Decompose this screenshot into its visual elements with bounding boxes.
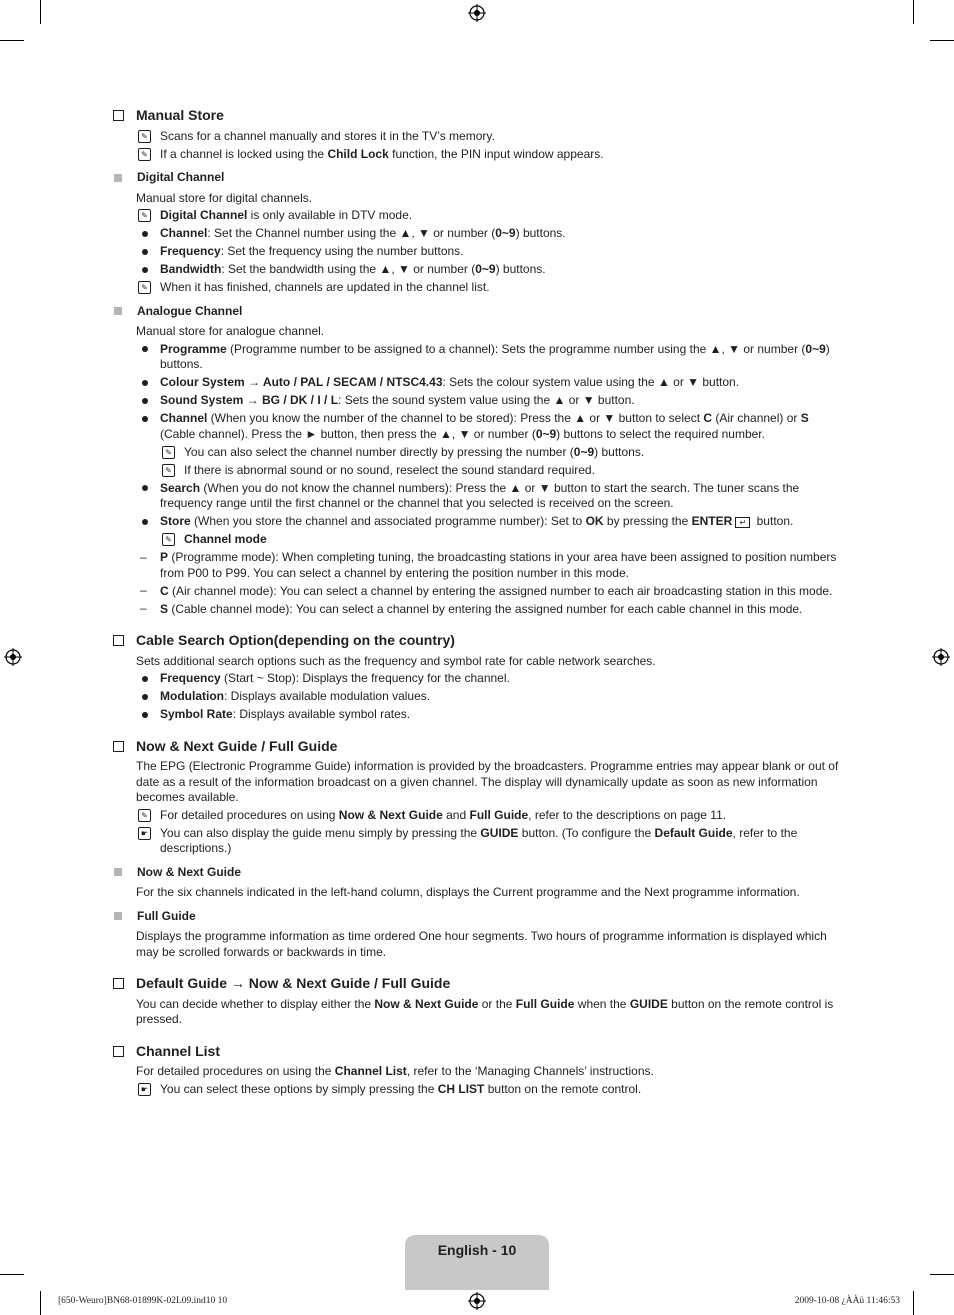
bullet-text: Colour System → Auto / PAL / SECAM / NTSC4.43: Sets the colour system value using the ▲ or ▼ button.: [160, 375, 740, 389]
crop-mark: [913, 1291, 914, 1315]
square-bullet-icon: [114, 912, 122, 920]
bullet-dot-icon: [142, 519, 148, 525]
note-text: Digital Channel is only available in DTV mode.: [160, 208, 413, 222]
bullet-item: [112, 411, 847, 442]
enter-icon: ↵: [735, 517, 750, 528]
tip-icon: ☛: [138, 827, 151, 840]
bullet-dot-icon: [142, 712, 148, 718]
bullet-item: [112, 393, 847, 409]
note-item: [112, 208, 847, 224]
bullet-item: [112, 226, 847, 242]
note-icon: ✎: [162, 464, 175, 477]
bullet-text: Channel: Set the Channel number using the ▲, ▼ or number (0~9) buttons.: [160, 226, 566, 240]
section-title: Default Guide → Now & Next Guide / Full Guide: [136, 975, 451, 991]
square-bullet-icon: [114, 868, 122, 876]
registration-mark-icon: [468, 4, 486, 22]
section-heading-manual-store: [112, 108, 847, 124]
section-heading-cable-search: [112, 633, 847, 649]
bullet-text: Bandwidth: Set the bandwidth using the ▲, ▼ or number (0~9) buttons.: [160, 262, 546, 276]
paragraph: Manual store for analogue channel.: [136, 324, 325, 338]
note-icon: ✎: [162, 446, 175, 459]
checkbox-bullet-icon: [113, 1046, 124, 1057]
note-item: [112, 147, 847, 163]
bullet-item: [112, 244, 847, 260]
bullet-item: [112, 707, 847, 723]
note-icon: ✎: [138, 130, 151, 143]
bullet-text: Modulation: Displays available modulation values.: [160, 689, 431, 703]
section-title: Cable Search Option: [136, 632, 274, 648]
dash-item: [112, 550, 847, 581]
bullet-text: Sound System → BG / DK / I / L: Sets the sound system value using the ▲ or ▼ button.: [160, 393, 635, 407]
paragraph: You can decide whether to display either the Now & Next Guide or the Full Guide when the GUIDE button on the remote control is pressed.: [136, 996, 834, 1026]
subheading-title: Full Guide: [137, 908, 196, 923]
bullet-text: Frequency: Set the frequency using the number buttons.: [160, 244, 464, 258]
note-item: [112, 532, 847, 548]
registration-mark-icon: [468, 1292, 486, 1310]
section-title: Channel List: [136, 1042, 221, 1059]
bullet-item: [112, 481, 847, 512]
note-item: [112, 808, 847, 824]
bullet-dot-icon: [142, 231, 148, 237]
print-slug-left: [650-Weuro]BN68-01899K-02L09.ind10 10: [58, 1296, 228, 1306]
note-item: [112, 280, 847, 296]
note-text: Scans for a channel manually and stores it in the TV’s memory.: [160, 128, 495, 143]
print-slug-right: 2009-10-08 ¿ÀÀü 11:46:53: [794, 1296, 900, 1306]
paragraph: Displays the programme information as time ordered One hour segments. Two hours of programme information is displayed which may be scrolled forwards or backwards in time.: [136, 929, 827, 959]
bullet-text: Channel (When you know the number of the channel to be stored): Press the ▲ or ▼ button to select C (Air channel) or S (Cable channel). Press the ► button, then press the ▲, ▼ or number (0~9) buttons to select the required number.: [160, 411, 809, 441]
subheading-digital-channel: [112, 170, 847, 186]
paragraph: Sets additional search options such as the frequency and symbol rate for cable network searches.: [136, 653, 656, 668]
note-icon: ✎: [138, 809, 151, 822]
bullet-dot-icon: [142, 249, 148, 255]
note-text: If there is abnormal sound or no sound, reselect the sound standard required.: [184, 462, 595, 477]
crop-mark: [930, 1274, 954, 1275]
subheading-full-guide: [112, 909, 847, 925]
note-text: For detailed procedures on using Now & Next Guide and Full Guide, refer to the descriptions on page 11.: [160, 807, 727, 822]
square-bullet-icon: [114, 174, 122, 182]
note-text: If a channel is locked using the Child Lock function, the PIN input window appears.: [160, 146, 604, 161]
bullet-text: Programme (Programme number to be assigned to a channel): Sets the programme number using the ▲, ▼ or number (0~9) buttons.: [160, 341, 830, 371]
bullet-item: [112, 671, 847, 687]
dash-text: C (Air channel mode): You can select a channel by entering the assigned number to each air broadcasting station in this mode.: [160, 583, 833, 598]
tip-item: [112, 826, 847, 857]
note-item: [112, 129, 847, 145]
paragraph: For the six channels indicated in the left-hand column, displays the Current programme and the Next programme information.: [136, 885, 800, 899]
subheading-title: Now & Next Guide: [137, 864, 242, 879]
dash-text: S (Cable channel mode): You can select a channel by entering the assigned number for each cable channel in this mode.: [160, 601, 803, 616]
crop-mark: [913, 0, 914, 24]
checkbox-bullet-icon: [113, 110, 124, 121]
checkbox-bullet-icon: [113, 635, 124, 646]
section-heading-channel-list: [112, 1044, 847, 1060]
subheading-now-next: [112, 865, 847, 881]
bullet-dot-icon: [142, 676, 148, 682]
bullet-dot-icon: [142, 346, 148, 352]
dash-item: [112, 602, 847, 618]
subheading-title: Digital Channel: [137, 170, 225, 184]
crop-mark: [40, 0, 41, 24]
tip-icon: ☛: [138, 1083, 151, 1096]
page-number-label: English - 10: [437, 1242, 517, 1258]
note-icon: ✎: [138, 281, 151, 294]
registration-mark-icon: [932, 648, 950, 666]
section-heading-guide: [112, 739, 847, 755]
bullet-item: [112, 262, 847, 278]
section-title: Now & Next Guide / Full Guide: [136, 737, 338, 754]
tip-item: [112, 1082, 847, 1098]
bullet-item: [112, 514, 847, 530]
square-bullet-icon: [114, 307, 122, 315]
dash-item: [112, 584, 847, 600]
note-icon: ✎: [138, 148, 151, 161]
bullet-text: Search (When you do not know the channel numbers): Press the ▲ or ▼ button to start the search. The tuner scans the frequency range until the first channel or the channel that you selected is received on the screen.: [160, 480, 800, 510]
subheading-title: Analogue Channel: [137, 303, 243, 318]
checkbox-bullet-icon: [113, 978, 124, 989]
crop-mark: [0, 40, 24, 41]
crop-mark: [930, 40, 954, 41]
bullet-text: Symbol Rate: Displays available symbol rates.: [160, 707, 411, 721]
crop-mark: [40, 1291, 41, 1315]
note-icon: ✎: [162, 533, 175, 546]
bullet-text: Frequency (Start ~ Stop): Displays the frequency for the channel.: [160, 671, 510, 685]
bullet-item: [112, 342, 847, 373]
note-text: You can also select the channel number directly by pressing the number (0~9) buttons.: [184, 444, 645, 459]
dash-icon: –: [140, 583, 147, 598]
registration-mark-icon: [4, 648, 22, 666]
section-title: Manual Store: [136, 107, 224, 123]
bullet-item: [112, 375, 847, 391]
note-item: [112, 445, 847, 461]
page-content: [112, 108, 847, 1100]
subheading-analogue-channel: [112, 304, 847, 320]
dash-text: P (Programme mode): When completing tuning, the broadcasting stations in your area have been assigned to position numbers from P00 to P99. You can select a channel by entering the position number in this mode.: [160, 550, 837, 580]
bullet-dot-icon: [142, 398, 148, 404]
paragraph: For detailed procedures on using the Channel List, refer to the ‘Managing Channels’ instructions.: [136, 1064, 654, 1078]
bullet-item: [112, 689, 847, 705]
paragraph: The EPG (Electronic Programme Guide) information is provided by the broadcasters. Programme entries may appear blank or out of date as a result of the information broadcast on a given channel. The display will dynamically update as soon as new information becomes available.: [136, 759, 839, 804]
note-text: When it has finished, channels are updated in the channel list.: [160, 280, 490, 294]
bullet-dot-icon: [142, 380, 148, 386]
checkbox-bullet-icon: [113, 741, 124, 752]
section-heading-default-guide: [112, 976, 847, 992]
note-icon: ✎: [138, 209, 151, 222]
paragraph: Manual store for digital channels.: [136, 190, 313, 205]
section-title-suffix: (depending on the country): [273, 632, 455, 648]
dash-icon: –: [140, 549, 147, 564]
bullet-dot-icon: [142, 267, 148, 273]
bullet-text: Store (When you store the channel and associated programme number): Set to OK by pressing the ENTER ↵ button.: [160, 514, 794, 528]
dash-icon: –: [140, 601, 147, 616]
tip-text: You can also display the guide menu simply by pressing the GUIDE button. (To configure the Default Guide, refer to the descriptions.): [160, 825, 798, 855]
bullet-dot-icon: [142, 485, 148, 491]
tip-text: You can select these options by simply pressing the CH LIST button on the remote control.: [160, 1081, 642, 1096]
crop-mark: [0, 1274, 24, 1275]
note-item: [112, 463, 847, 479]
bullet-dot-icon: [142, 416, 148, 422]
note-text: Channel mode: [184, 532, 267, 546]
bullet-dot-icon: [142, 694, 148, 700]
